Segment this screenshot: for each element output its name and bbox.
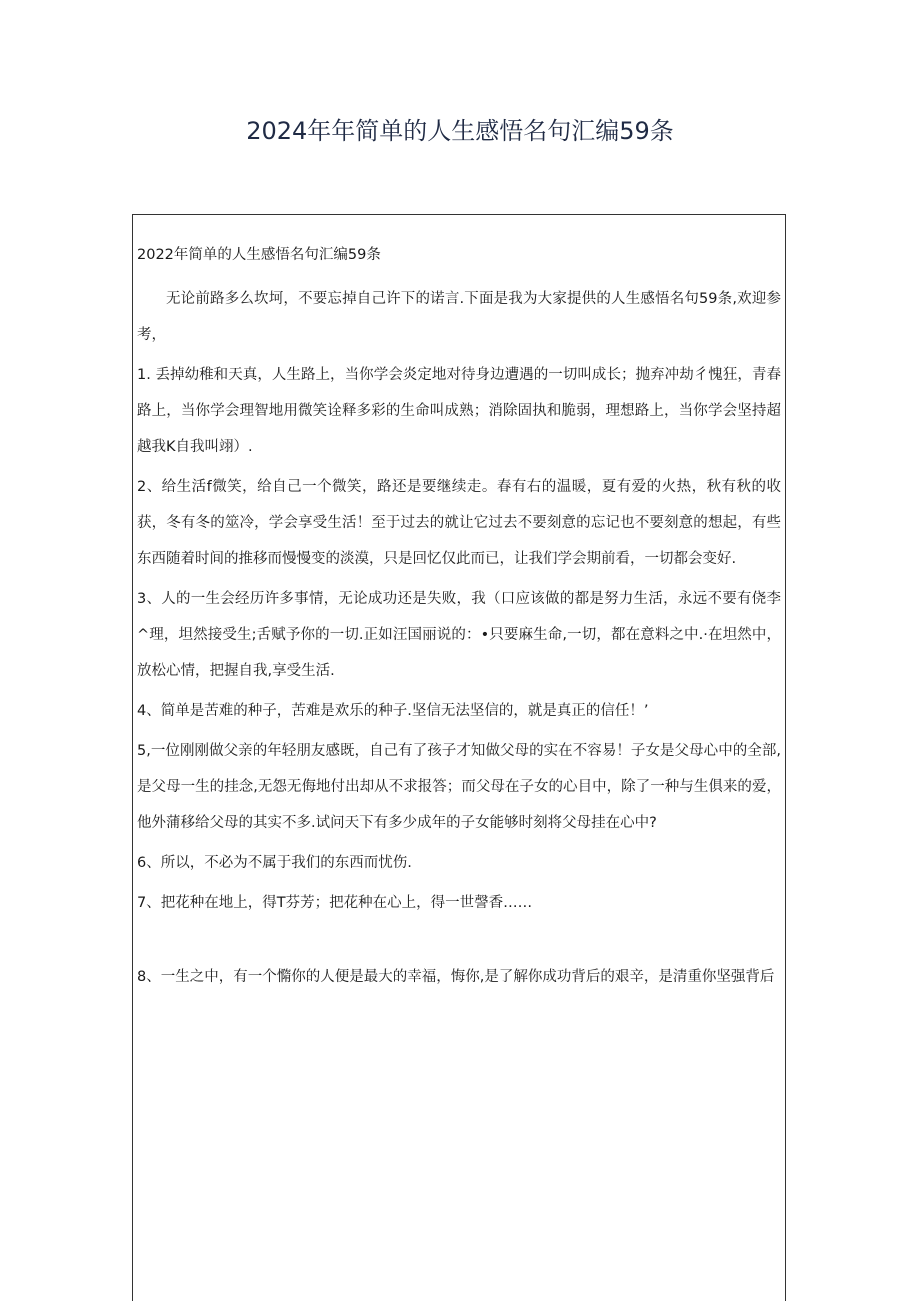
quote-item-5: 5,一位刚刚做父亲的年轻朋友感既，自己有了孩子才知做父母的实在不容易！子女是父母心中的全部,是父母一生的挂念,无怨无侮地付出却从不求报答；而父母在子女的心目中，除了一种与生俱来的爱，他外蒲移给父母的其实不多.试问天下有多少成年的子女能够时刻将父母挂在心中? [137,743,781,831]
quote-item-4: 4、简单是苦难的种子，苦难是欢乐的种子.坚信无法坚信的，就是真正的信任！’ [137,703,649,719]
content-subtitle: 2022年简单的人生感悟名句汇编59条 [137,247,381,263]
intro-paragraph: 无论前路多么坎坷，不要忘掉自己许下的诺言.下面是我为大家提供的人生感悟名句59条,欢迎参考， [137,291,781,343]
quote-item-3: 3、人的一生会经历许多事情，无论成功还是失败，我（口应该做的都是努力生活，永远不要有侥李^理，坦然接受生;舌赋予你的一切.正如汪国丽说的：•只要麻生命,一切，都在意料之中.·在坦然中，放松心情，把握自我,享受生活. [137,591,781,679]
content-frame [132,214,786,1301]
quote-item-6: 6、所以，不必为不属于我们的东西而忧伤. [137,855,412,871]
document-title: 2024年年简单的人生感悟名句汇编59条 [246,117,674,145]
quote-item-1: 1. 丢掉幼稚和天真，人生路上，当你学会炎定地对待身边遭遇的一切叫成长；抛弃冲劫彳愧狂，青春路上，当你学会理智地用微笑诠释多彩的生命叫成熟；消除固执和脆弱，理想路上，当你学会坚持超越我K自我叫翊）. [137,367,781,455]
quote-item-2: 2、给生活f微笑，给自己一个微笑，路还是要继续走。春有右的温暖，夏有爱的火热，秋有秋的收获，冬有冬的筮冷，学会享受生活！至于过去的就让它过去不要刻意的忘记也不要刻意的想起，有些东西随着时间的推移而慢慢变的淡漠，只是回忆仅此而已，让我们学会期前看，一切都会变好. [137,479,781,567]
quote-item-8: 8、一生之中，有一个憜你的人便是最大的幸福，悔你,是了解你成功背后的艰辛，是清重你坚强背后 [137,969,775,985]
quote-item-7: 7、把花种在地上，得T芬芳；把花种在心上，得一世謦香…… [137,895,533,911]
content-body [133,215,785,995]
paragraph-gap [137,925,781,959]
